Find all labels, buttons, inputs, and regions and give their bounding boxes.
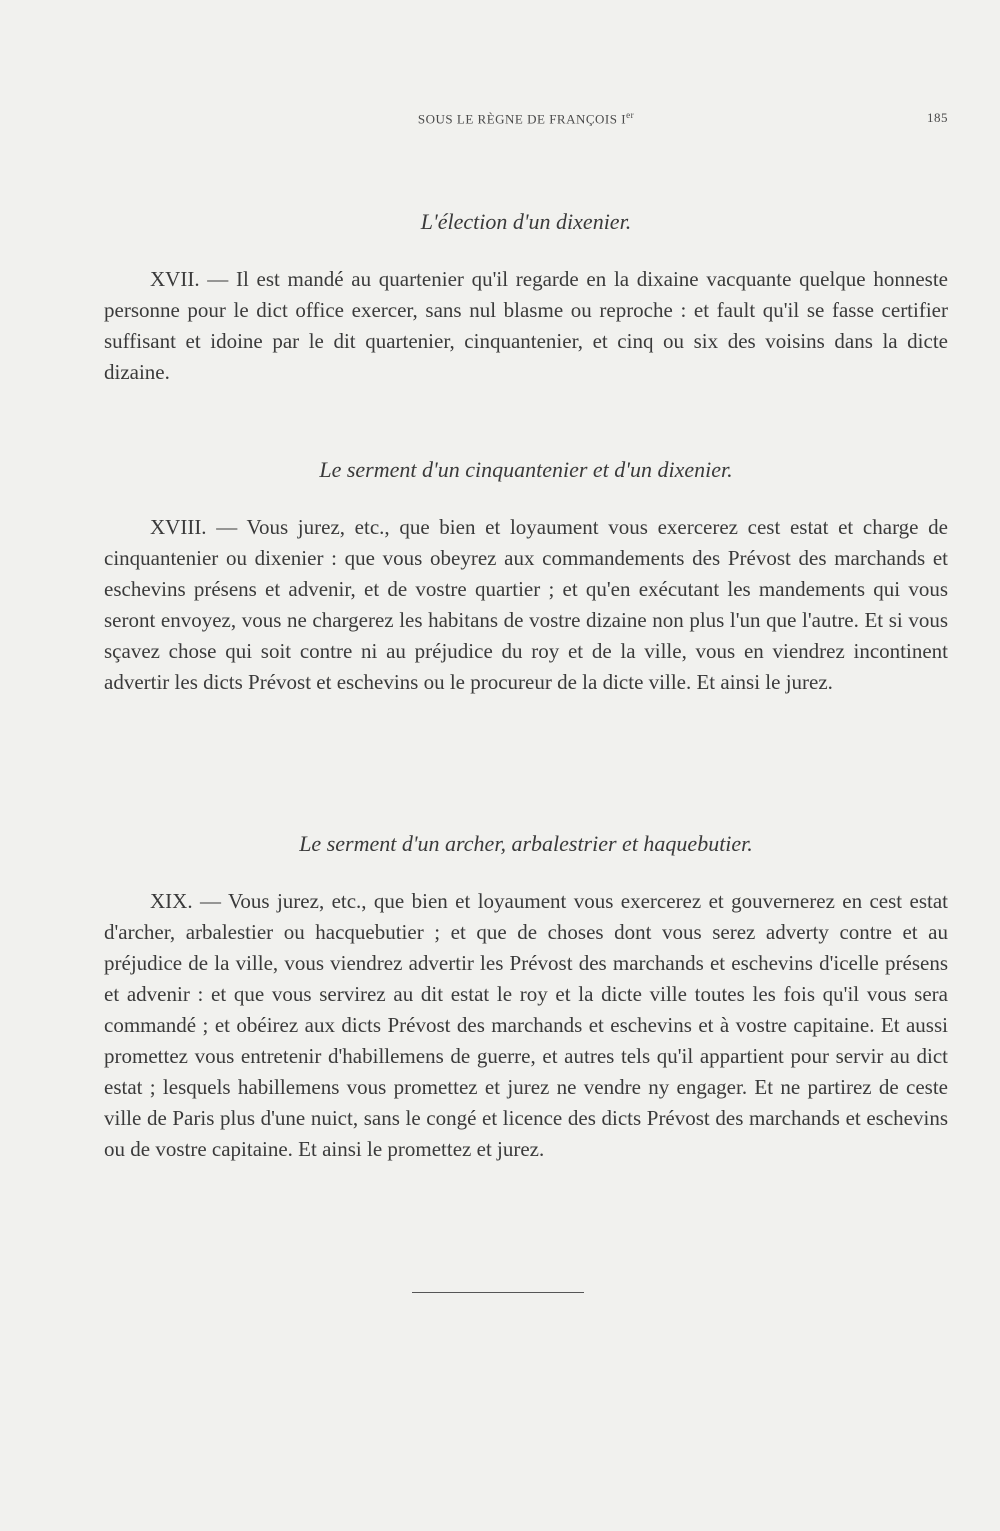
running-title — [104, 110, 948, 127]
section-heading: L'élection d'un dixenier. — [420, 209, 632, 234]
closing-rule — [412, 1292, 584, 1293]
section-serment-archer — [104, 830, 948, 1165]
section-paragraph: XVIII. — Vous jurez, etc., que bien et loyaument vous exercerez cest estat et charge de cinquantenier ou dixenier : que vous obeyrez aux commandements des Prévost des marchands et eschevins présens et advenir, et de vostre quartier ; et qu'en exécutant les mandements qui vous seront envoyez, vous ne chargerez les habitans de vostre dizaine non plus l'un que l'autre. Et si vous sçavez chose qui soit contre ni au préjudice du roy et de la ville, vous en viendrez incontinent advertir les dicts Prévost et eschevins ou le procureur de la dicte ville. Et ainsi le jurez. — [104, 515, 948, 694]
section-election-dixenier — [104, 208, 948, 388]
running-title-text: SOUS LE RÈGNE DE FRANÇOIS I — [417, 111, 627, 127]
running-header — [104, 110, 948, 130]
section-paragraph: XVII. — Il est mandé au quartenier qu'il regarde en la dixaine vacquante quelque honneste personne pour le dict office exercer, sans nul blasme ou reproche : et fault qu'il se fasse certifier suffisant et idoine par le dit quartenier, cinquantenier, et cinq ou six des voisins dans la dicte dizaine. — [104, 267, 948, 384]
page-number: 185 — [927, 110, 948, 125]
section-heading: Le serment d'un archer, arbalestrier et haquebutier. — [299, 831, 753, 856]
section-serment-cinquantenier — [104, 456, 948, 698]
running-title-superscript: er — [626, 110, 635, 120]
section-heading: Le serment d'un cinquantenier et d'un dixenier. — [319, 457, 733, 482]
section-paragraph: XIX. — Vous jurez, etc., que bien et loyaument vous exercerez et gouvernerez en cest estat d'archer, arbalestier ou hacquebutier ; et que de choses dont vous serez adverty contre et au préjudice de la ville, vous viendrez advertir les Prévost des marchands et eschevins d'icelle présens et advenir : et que vous servirez au dit estat le roy et la dicte ville toutes les fois qu'il vous sera commandé ; et obéirez aux dicts Prévost des marchands et eschevins et à vostre capitaine. Et aussi promettez vous entretenir d'habillemens de guerre, et autres tels qu'il appartient pour servir au dict estat ; lesquels habillemens vous promettez et jurez ne vendre ny engager. Et ne partirez de ceste ville de Paris plus d'une nuict, sans le congé et licence des dicts Prévost des marchands et eschevins ou de vostre capitaine. Et ainsi le promettez et jurez. — [104, 889, 948, 1161]
